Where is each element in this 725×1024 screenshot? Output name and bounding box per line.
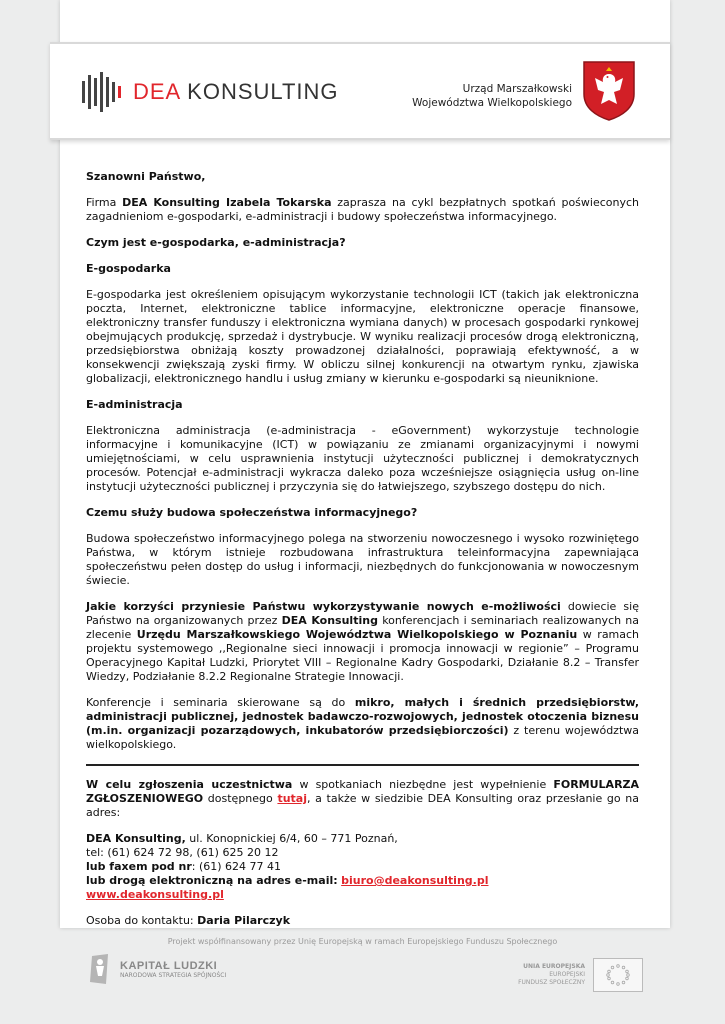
letter-body [86,170,639,928]
question-egospodarka: Czym jest e-gospodarka, e-administracja? [86,236,346,249]
contact-person: Daria Pilarczyk [197,914,291,927]
paragraph-eadministracja: Elektroniczna administracja (e-administracja - eGovernment) wykorzystuje technologie informacyjne i komunikacyjne (ICT) w powiązaniu ze zmianami organizacyjnymi i nowymi umiejętnościami, w celu usprawnienia instytucji użyteczności publicznej i demokratycznych procesów. Potencjał e-administracji wykracza daleko poza wcześniejsze osiągnięcia usług on-line instytucji użyteczności publicznej i przyczynia się do łatwiejszego, szybszego dostępu do nich. [86,424,639,493]
letterhead [50,42,670,140]
intro-paragraph: Firma DEA Konsulting Izabela Tokarska zaprasza na cykl bezpłatnych spotkań poświeconych zagadnieniom e-gospodarki, e-administracji i budowy społeczeństwa informacyjnego. [86,196,639,223]
question-spoleczenstwo: Czemu służy budowa społeczeństwa informacyjnego? [86,506,418,519]
urzad-name: Urząd Marszałkowski Województwa Wielkopolskiego [412,83,572,109]
divider [86,764,639,766]
website-link[interactable]: www.deakonsulting.pl [86,888,224,901]
eu-logo: UNIA EUROPEJSKA EUROPEJSKI FUNDUSZ SPOŁECZNY [518,958,643,992]
paragraph-spoleczenstwo: Budowa społeczeństwo informacyjnego polega na stworzeniu nowoczesnego i wysoko rozwiniętego Państwa, w którym istnieje rozbudowana infrastruktura teleinformacyjna zapewniająca społeczeństwu pełen dostęp do usług i informacji, niezbędnych do funkcjonowania w nowoczesnym świecie. [86,532,639,587]
salutation: Szanowni Państwo, [86,170,206,183]
dea-konsulting-logo [82,70,339,114]
heading-egospodarka: E-gospodarka [86,262,171,275]
paragraph-korzysci: Jakie korzyści przyniesie Państwu wykorzystywanie nowych e-możliwości dowiecie się Państwo na organizowanych przez DEA Konsulting konferencjach i seminariach realizowanych na zlecenie Urzędu Marszałkowskiego Województwa Wielkopolskiego w Poznaniu w ramach projektu systemowego ,,Regionalne sieci innowacji i promocja innowacji w regionie” – Programu Operacyjnego Kapitał Ludzki, Priorytet VIII – Regionalne Kadry Gospodarki, Działanie 8.2 – Transfer Wiedzy, Podziałanie 8.2.2 Regionalne Strategie Innowacji. [86,600,640,683]
eu-cofinancing-note: Projekt współfinansowany przez Unię Europejską w ramach Europejskiego Funduszu Społecznego [167,937,558,946]
wielkopolska-eagle-shield-icon [582,60,636,122]
form-download-link[interactable]: tutaj [277,792,307,805]
paragraph-zgloszenie: W celu zgłoszenia uczestnictwa w spotkaniach niezbędne jest wypełnienie FORMULARZA ZGŁOSZENIOWEGO dostępnego tutaj, a także w siedzibie DEA Konsulting oraz przesłanie go na adres: [86,778,640,819]
contact-block: DEA Konsulting, ul. Konopnickiej 6/4, 60 – 771 Poznań, tel: (61) 624 72 98, (61) 625 20 12 lub faxem pod nr: (61) 624 77 41 lub drogą elektroniczną na adres e-mail: biuro@deakonsulting.pl www.deakonsulting.pl Osoba do kontaktu: Daria Pilarczyk [86,832,489,927]
sound-bars-icon [82,72,121,112]
eu-flag-icon [593,958,643,992]
kapital-ludzki-figure-icon [86,952,114,986]
paragraph-egospodarka: E-gospodarka jest określeniem opisującym wykorzystanie technologii ICT (takich jak elektroniczna poczta, Internet, elektroniczne tablice informacyjne, elektroniczne operacje finansowe, elektroniczny transfer funduszy i elektroniczna wymiana danych) w procesach gospodarki rynkowej obejmujących produkcję, sprzedaż i dystrybucje. W wyniku realizacji procesów drogą elektroniczną, przedsiębiorstwa obniżają koszty prowadzonej działalności, poprawiają efektywność, a w konsekwencji zwiększają zyski firmy. W obliczu silnej konkurencji na otwartym rynku, zjawiska globalizacji, elektronicznego handlu i usług zmiany w kierunku e-gospodarki są nieuniknione. [86,288,639,385]
logo-text-konsulting: KONSULTING [187,79,339,104]
heading-eadministracja: E-administracja [86,398,183,411]
logo-text-dea: DEA [133,79,181,104]
kapital-ludzki-logo: KAPITAŁ LUDZKI NARODOWA STRATEGIA SPÓJNOŚCI [86,952,226,986]
email-link[interactable]: biuro@deakonsulting.pl [341,874,489,887]
paragraph-konferencje: Konferencje i seminaria skierowane są do mikro, małych i średnich przedsiębiorstw, administracji publicznej, jednostek badawczo-rozwojowych, jednostek otoczenia biznesu (m.in. organizacji pozarządowych, inkubatorów przedsiębiorczości) z terenu województwa wielkopolskiego. [86,696,640,751]
